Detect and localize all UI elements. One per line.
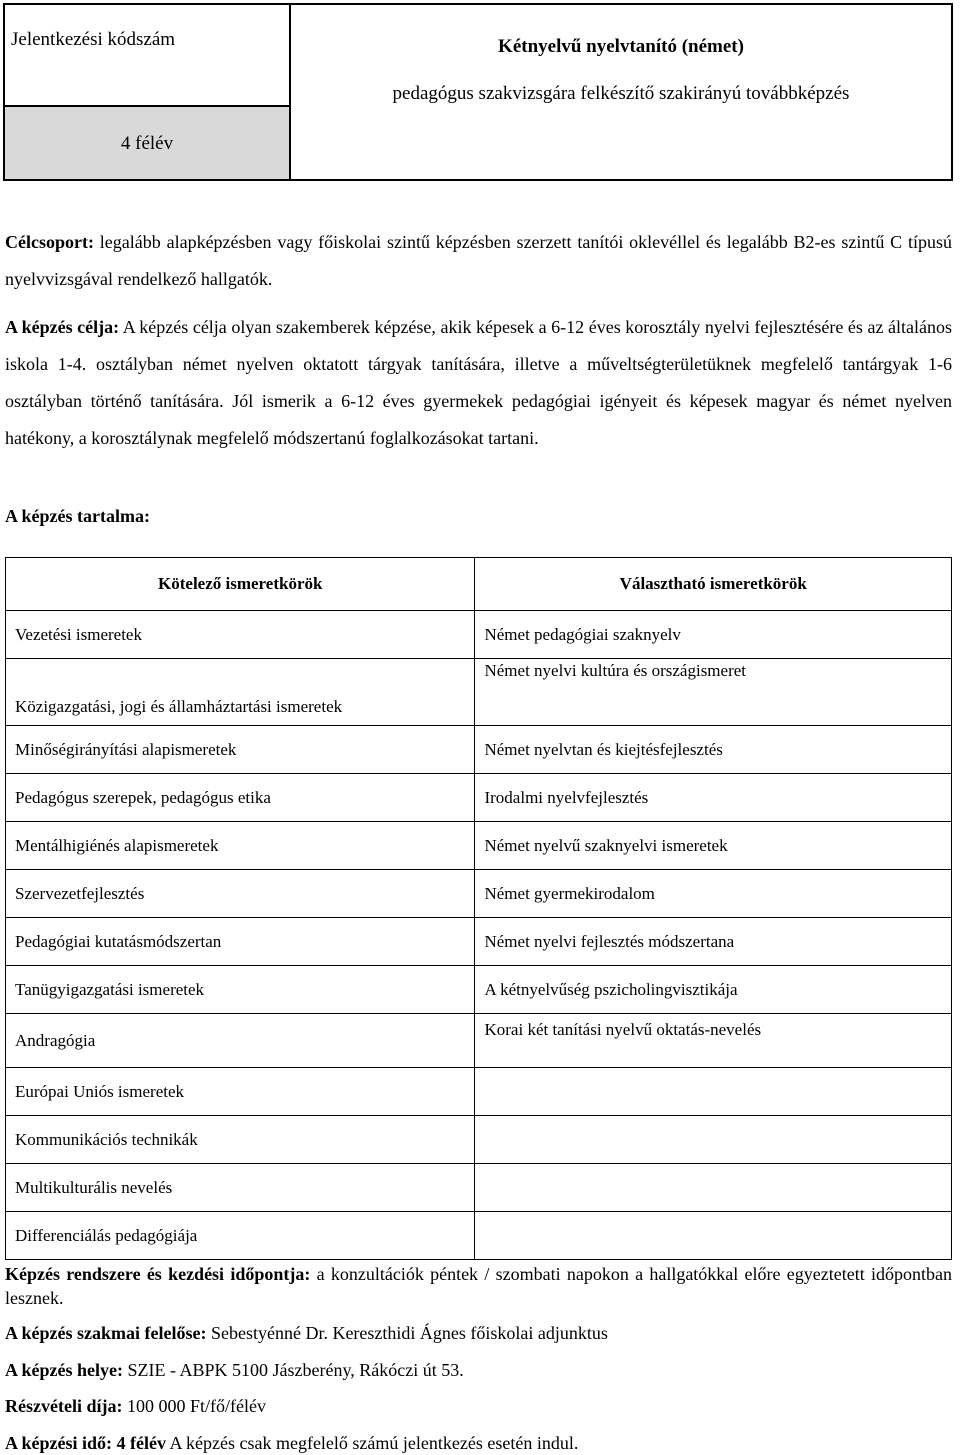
mandatory-cell: Minőségirányítási alapismeretek (6, 726, 475, 774)
target-group-label: Célcsoport: (5, 232, 94, 252)
schedule-info (5, 1262, 952, 1310)
mandatory-cell: Pedagógus szerepek, pedagógus etika (6, 774, 475, 822)
course-title: Kétnyelvű nyelvtanító (német) (498, 36, 744, 57)
table-row (6, 726, 952, 774)
table-header-row (6, 558, 952, 611)
optional-cell: A kétnyelvűség pszicholingvisztikája (475, 966, 952, 1014)
course-subtitle: pedagógus szakvizsgára felkészítő szakirányú továbbképzés (392, 83, 850, 104)
target-group-paragraph (5, 224, 952, 298)
goal-text: A képzés célja olyan szakemberek képzése, akik képesek a 6-12 éves korosztály nyelvi fejlesztésére és az általános iskola 1-4. osztályban német nyelven oktatott tárgyak tanítására, illetve a műveltségterületüknek megfelelő tantárgyak 1-6 osztályban történő tanítására. Jól ismerik a 6-12 éves gyermekek pedagógiai igényeit és képesek magyar és német nyelven hatékony, a korosztálynak megfelelő módszertanú foglalkozásokat tartani. (5, 317, 953, 448)
subjects-table (5, 557, 952, 1260)
table-row (6, 1212, 952, 1260)
goal-paragraph (5, 309, 952, 457)
table-row (6, 611, 952, 659)
mandatory-cell: Pedagógiai kutatásmódszertan (6, 918, 475, 966)
table-row (6, 659, 952, 726)
mandatory-cell: Tanügyigazgatási ismeretek (6, 966, 475, 1014)
table-row (6, 774, 952, 822)
responsible-info (5, 1321, 952, 1345)
optional-cell: Német nyelvű szaknyelvi ismeretek (475, 822, 952, 870)
mandatory-cell: Közigazgatási, jogi és államháztartási ismeretek (6, 659, 475, 726)
table-row (6, 966, 952, 1014)
mandatory-cell: Szervezetfejlesztés (6, 870, 475, 918)
location-info (5, 1358, 952, 1382)
table-row (6, 870, 952, 918)
schedule-label: Képzés rendszere és kezdési időpontja: (5, 1264, 311, 1284)
optional-cell (475, 1068, 952, 1116)
duration-info (5, 1431, 952, 1455)
goal-label: A képzés célja: (5, 317, 120, 337)
fee-text: 100 000 Ft/fő/félév (122, 1396, 266, 1416)
location-text: SZIE - ABPK 5100 Jászberény, Rákóczi út 53. (122, 1360, 464, 1380)
semester-cell (5, 107, 291, 179)
table-row (6, 822, 952, 870)
schedule-text: a konzultációk péntek / szombati napokon a hallgatókkal előre egyeztetett időpontban lesznek. (5, 1264, 952, 1308)
mandatory-cell: Andragógia (6, 1014, 475, 1068)
optional-header: Választható ismeretkörök (475, 558, 952, 611)
optional-cell: Német nyelvi fejlesztés módszertana (475, 918, 952, 966)
table-row (6, 918, 952, 966)
code-cell (5, 5, 291, 107)
mandatory-cell: Multikulturális nevelés (6, 1164, 475, 1212)
table-row (6, 1116, 952, 1164)
header-box (3, 3, 953, 181)
optional-cell: Német nyelvtan és kiejtésfejlesztés (475, 726, 952, 774)
table-row (6, 1164, 952, 1212)
responsible-label: A képzés szakmai felelőse: (5, 1323, 207, 1343)
optional-cell: Irodalmi nyelvfejlesztés (475, 774, 952, 822)
content-heading: A képzés tartalma: (5, 506, 150, 526)
mandatory-cell: Mentálhigiénés alapismeretek (6, 822, 475, 870)
mandatory-cell: Vezetési ismeretek (6, 611, 475, 659)
mandatory-cell: Kommunikációs technikák (6, 1116, 475, 1164)
optional-cell: Német gyermekirodalom (475, 870, 952, 918)
optional-cell: Német pedagógiai szaknyelv (475, 611, 952, 659)
location-label: A képzés helye: (5, 1360, 123, 1380)
target-group-text: legalább alapképzésben vagy főiskolai szintű képzésben szerzett tanítói oklevéllel és legalább B2-es szintű C típusú nyelvvizsgával rendelkező hallgatók. (5, 232, 952, 289)
responsible-text: Sebestyénné Dr. Kereszthidi Ágnes főiskolai adjunktus (206, 1323, 608, 1343)
optional-cell: Német nyelvi kultúra és országismeret (475, 659, 952, 726)
optional-cell (475, 1164, 952, 1212)
table-row (6, 1068, 952, 1116)
semester-label: 4 félév (120, 133, 174, 154)
duration-text: A képzés csak megfelelő számú jelentkezés esetén indul. (165, 1433, 579, 1453)
optional-cell (475, 1116, 952, 1164)
duration-label: A képzési idő: 4 félév (5, 1433, 166, 1453)
optional-cell: Korai két tanítási nyelvű oktatás-nevelés (475, 1014, 952, 1068)
mandatory-header: Kötelező ismeretkörök (6, 558, 475, 611)
optional-cell (475, 1212, 952, 1260)
fee-info (5, 1394, 952, 1418)
fee-label: Részvételi díja: (5, 1396, 123, 1416)
mandatory-cell: Differenciálás pedagógiája (6, 1212, 475, 1260)
table-row (6, 1014, 952, 1068)
mandatory-cell: Európai Uniós ismeretek (6, 1068, 475, 1116)
code-label: Jelentkezési kódszám (11, 29, 176, 50)
